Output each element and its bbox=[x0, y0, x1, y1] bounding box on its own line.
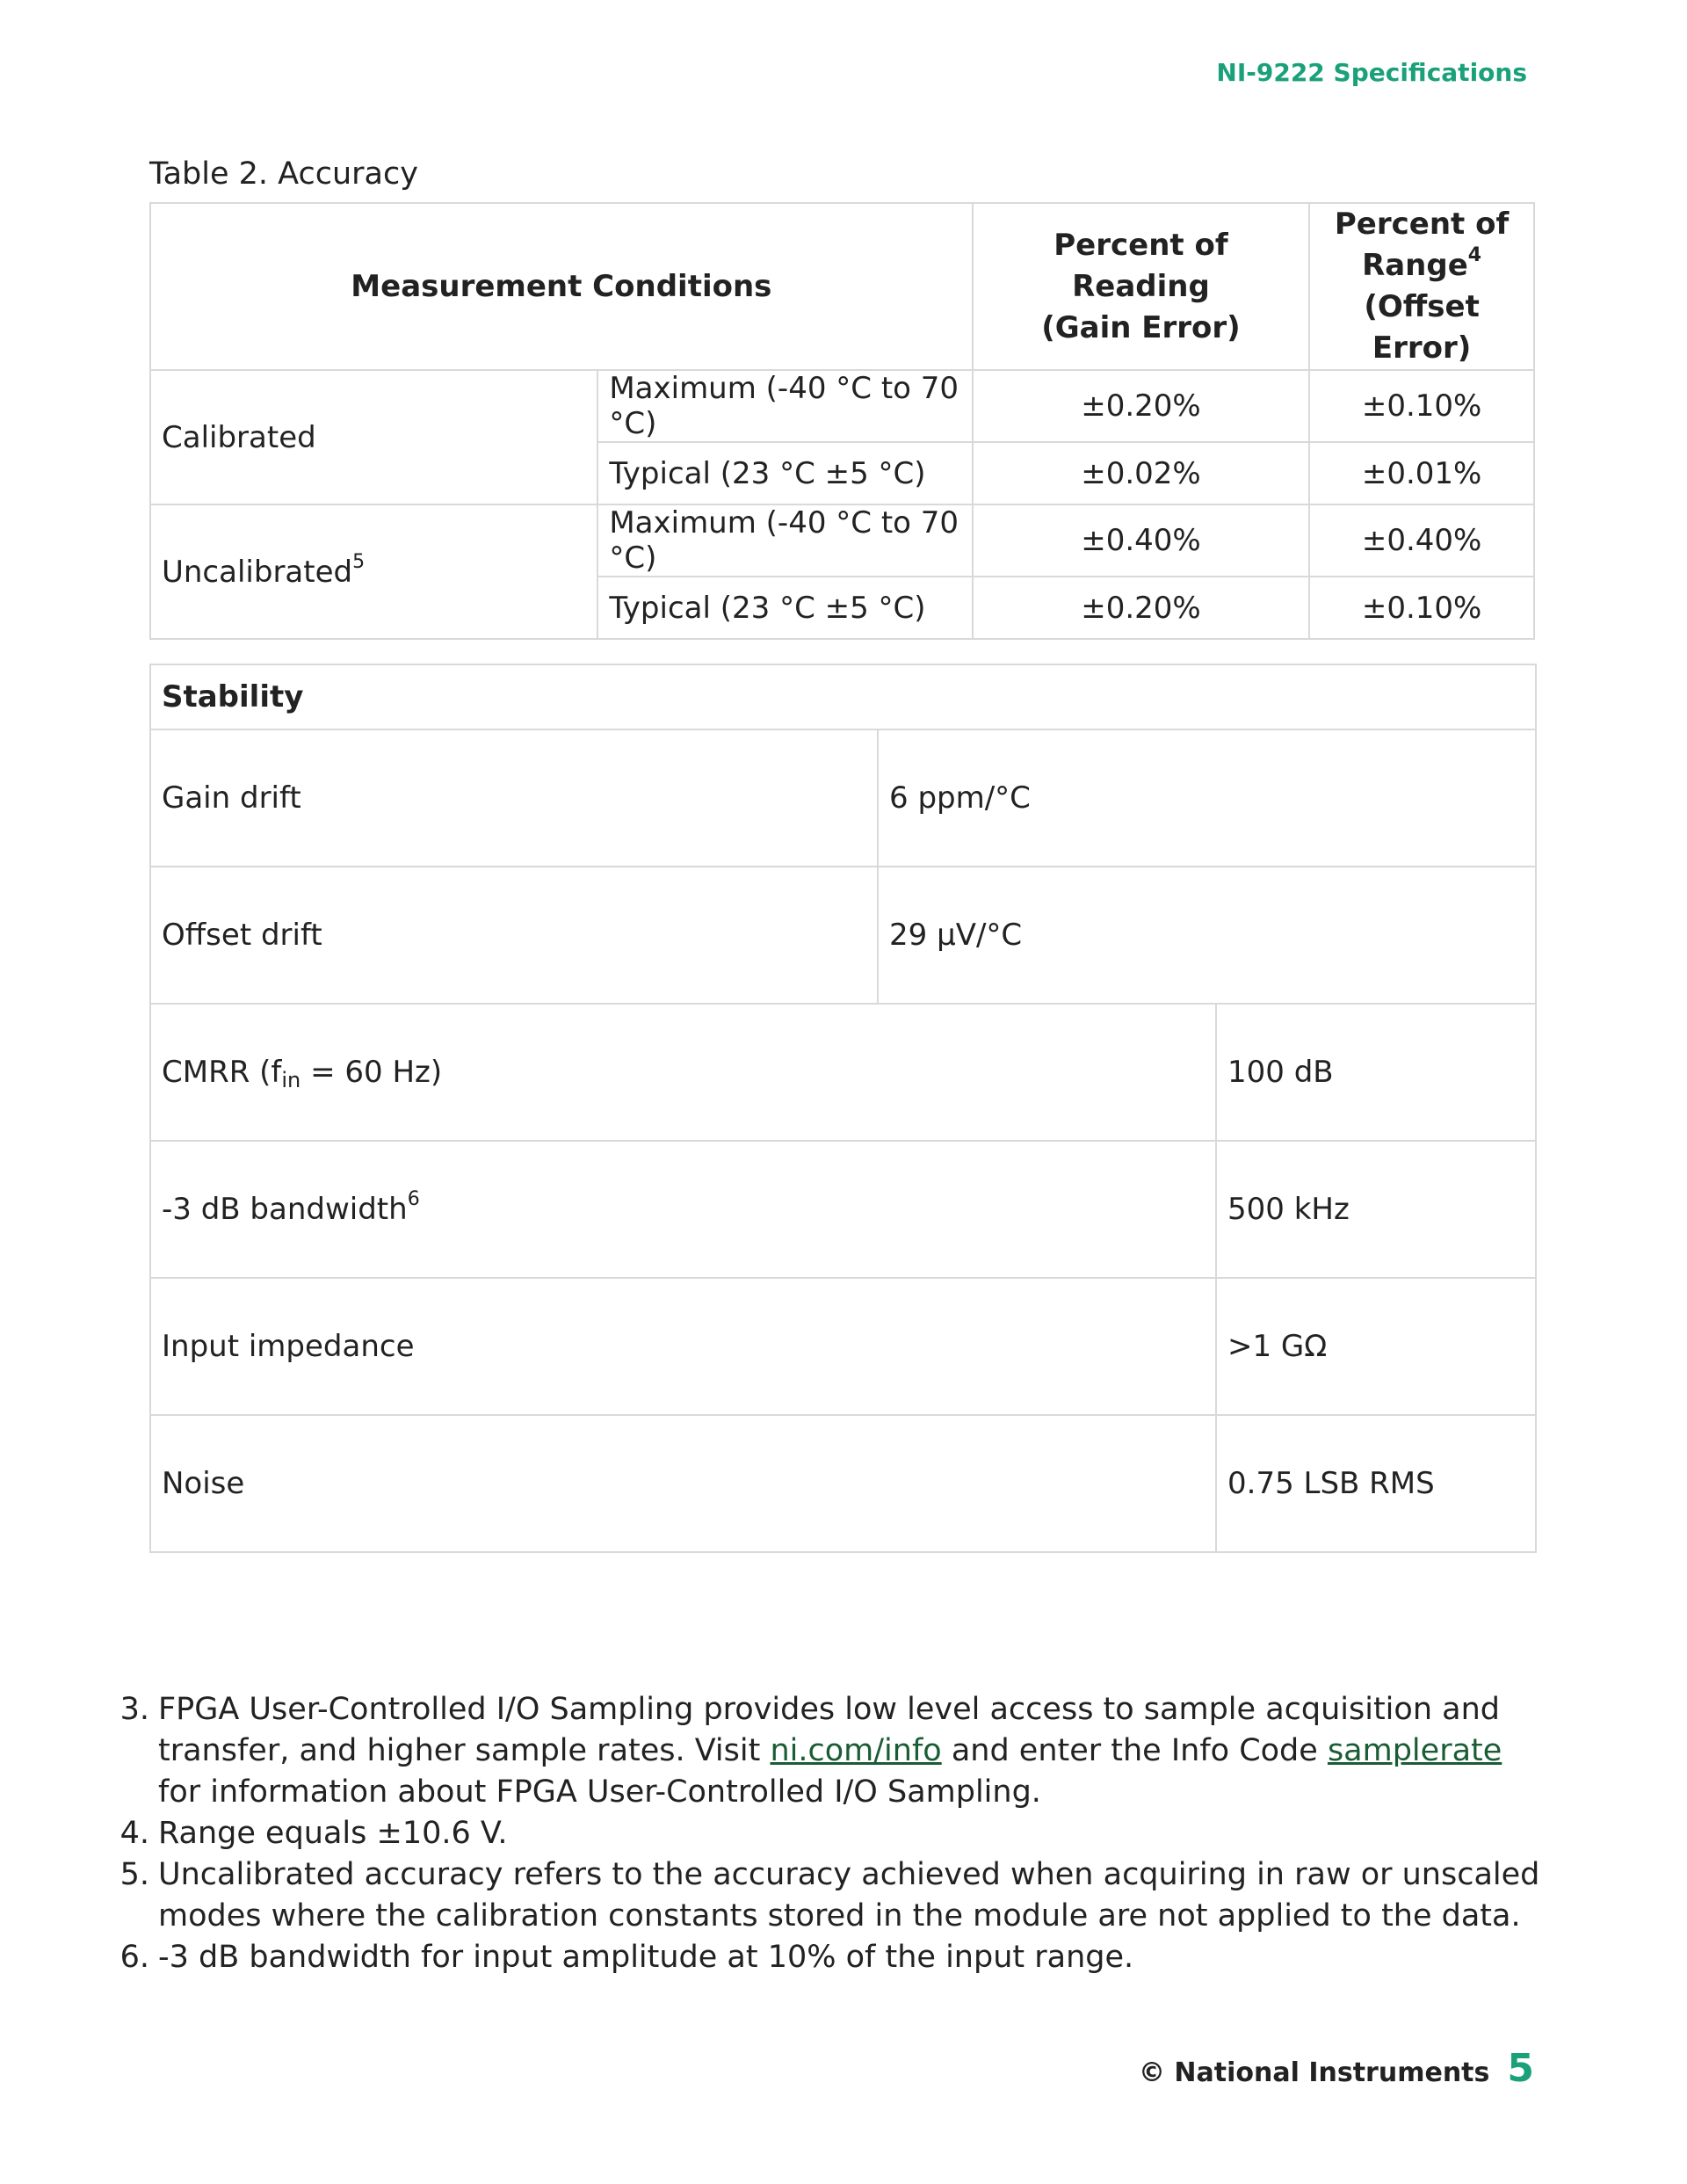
spec-label-noise: Noise bbox=[150, 1415, 1216, 1552]
footnote-number: 3. bbox=[119, 1692, 149, 1727]
footnote-5 bbox=[105, 1854, 1546, 1937]
spec-label-gain-drift: Gain drift bbox=[150, 729, 878, 867]
header-gain-line2: (Gain Error) bbox=[1041, 309, 1241, 345]
table-row bbox=[150, 867, 1536, 1004]
gain-error-cell: ±0.20% bbox=[973, 370, 1309, 442]
running-header: NI-9222 Specifications bbox=[1216, 58, 1527, 87]
footnote-number: 4. bbox=[119, 1816, 149, 1851]
footnote-ref-5: 5 bbox=[352, 550, 366, 573]
footnote-text bbox=[149, 1689, 1546, 1813]
footnotes-list bbox=[105, 1689, 1546, 1978]
condition-cell: Maximum (-40 °C to 70 °C) bbox=[597, 370, 972, 442]
gain-error-cell: ±0.40% bbox=[973, 504, 1309, 577]
spec-value-cmrr: 100 dB bbox=[1216, 1004, 1536, 1141]
spec-value-impedance: >1 GΩ bbox=[1216, 1278, 1536, 1415]
footnote-text-part: FPGA User-Controlled I/O Sampling provides low level access to sample acquisition and transfer, and higher sample rates. Visit bbox=[158, 1692, 1500, 1768]
table-row bbox=[150, 1278, 1536, 1415]
spec-value-bandwidth: 500 kHz bbox=[1216, 1141, 1536, 1278]
samplerate-link[interactable]: samplerate bbox=[1327, 1733, 1502, 1768]
condition-cell: Typical (23 °C ±5 °C) bbox=[597, 577, 972, 639]
condition-cell: Maximum (-40 °C to 70 °C) bbox=[597, 504, 972, 577]
gain-error-cell: ±0.02% bbox=[973, 442, 1309, 504]
header-range-line2: Range bbox=[1362, 248, 1468, 283]
spec-value-offset-drift: 29 µV/°C bbox=[878, 867, 1536, 1004]
header-gain-error bbox=[973, 203, 1309, 370]
group-label-calibrated: Calibrated bbox=[150, 370, 597, 504]
footnote-ref-6: 6 bbox=[407, 1188, 420, 1210]
footnote-ref-4: 4 bbox=[1467, 244, 1482, 266]
table-row bbox=[150, 729, 1536, 867]
footnote-text: -3 dB bandwidth for input amplitude at 10% of the input range. bbox=[158, 1940, 1134, 1975]
footnote-6 bbox=[105, 1937, 1546, 1978]
footnote-text-part: and enter the Info Code bbox=[941, 1733, 1328, 1768]
table-row bbox=[150, 1415, 1536, 1552]
stability-title-row bbox=[150, 664, 1536, 729]
table-row bbox=[150, 370, 1534, 442]
footnote-4 bbox=[105, 1813, 1546, 1854]
spec-label-cmrr bbox=[150, 1004, 1216, 1141]
offset-error-cell: ±0.10% bbox=[1309, 370, 1534, 442]
spec-label-impedance: Input impedance bbox=[150, 1278, 1216, 1415]
spec-value-noise: 0.75 LSB RMS bbox=[1216, 1415, 1536, 1552]
header-measurement-conditions: Measurement Conditions bbox=[150, 203, 973, 370]
spec-label-bandwidth bbox=[150, 1141, 1216, 1278]
cmrr-subscript: in bbox=[281, 1068, 301, 1092]
bandwidth-label-text: -3 dB bandwidth bbox=[162, 1192, 408, 1227]
footnote-number: 6. bbox=[119, 1940, 149, 1975]
table-row bbox=[150, 1141, 1536, 1278]
stability-heading: Stability bbox=[150, 664, 1536, 729]
offset-error-cell: ±0.01% bbox=[1309, 442, 1534, 504]
footnote-text: Range equals ±10.6 V. bbox=[158, 1816, 508, 1851]
footnote-text-part: for information about FPGA User-Controlled I/O Sampling. bbox=[158, 1774, 1041, 1810]
table-row bbox=[150, 1004, 1536, 1141]
condition-cell: Typical (23 °C ±5 °C) bbox=[597, 442, 972, 504]
table-caption: Table 2. Accuracy bbox=[149, 156, 418, 192]
stability-table bbox=[149, 664, 1537, 1553]
page-footer bbox=[1139, 2046, 1534, 2091]
accuracy-table bbox=[149, 202, 1535, 640]
table-header-row bbox=[150, 203, 1534, 370]
header-range-line1: Percent of bbox=[1334, 207, 1510, 242]
gain-error-cell: ±0.20% bbox=[973, 577, 1309, 639]
table-row bbox=[150, 504, 1534, 577]
footnote-text: Uncalibrated accuracy refers to the accuracy achieved when acquiring in raw or unscaled modes where the calibration constants stored in the module are not applied to the data. bbox=[158, 1857, 1540, 1934]
offset-error-cell: ±0.10% bbox=[1309, 577, 1534, 639]
page-number: 5 bbox=[1507, 2046, 1534, 2091]
group-label-text: Uncalibrated bbox=[162, 554, 353, 590]
footnote-number: 5. bbox=[119, 1857, 149, 1892]
offset-error-cell: ±0.40% bbox=[1309, 504, 1534, 577]
copyright-text: © National Instruments bbox=[1138, 2057, 1490, 2088]
header-gain-line1: Percent of Reading bbox=[1053, 227, 1228, 304]
cmrr-label-text: CMRR (f bbox=[162, 1055, 282, 1090]
spec-value-gain-drift: 6 ppm/°C bbox=[878, 729, 1536, 867]
ni-info-link[interactable]: ni.com/info bbox=[770, 1733, 942, 1768]
header-range-line3: (Offset Error) bbox=[1364, 289, 1480, 366]
cmrr-label-tail: = 60 Hz) bbox=[300, 1055, 443, 1090]
group-label-uncalibrated bbox=[150, 504, 597, 639]
footnote-3 bbox=[105, 1689, 1546, 1813]
spec-label-offset-drift: Offset drift bbox=[150, 867, 878, 1004]
header-offset-error bbox=[1309, 203, 1534, 370]
